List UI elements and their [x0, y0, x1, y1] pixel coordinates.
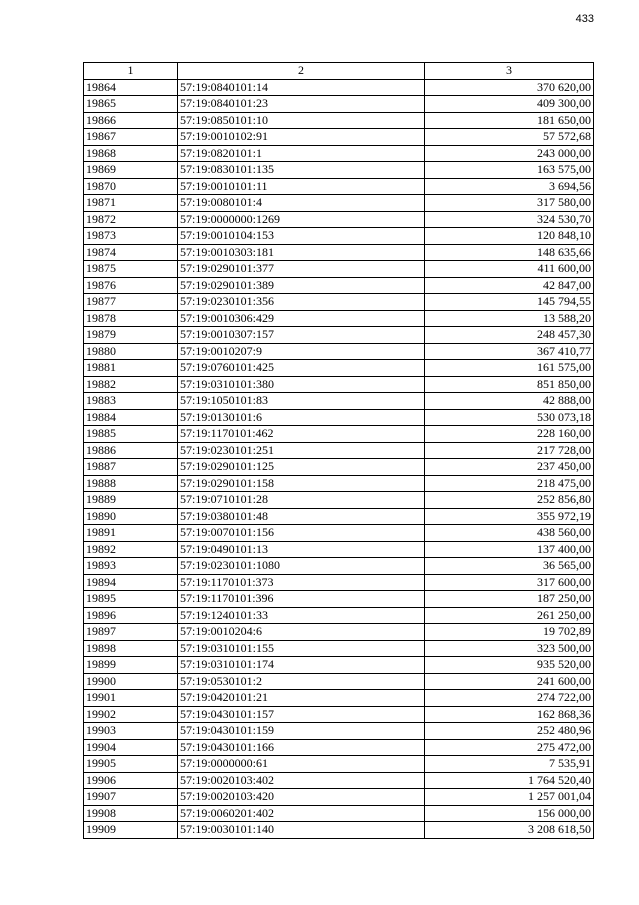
value-cell: 261 250,00 — [425, 607, 594, 624]
row-number-cell: 19905 — [84, 756, 178, 773]
cadastral-number-cell: 57:19:0760101:425 — [178, 360, 425, 377]
cadastral-number-cell: 57:19:0530101:2 — [178, 673, 425, 690]
row-number-cell: 19882 — [84, 376, 178, 393]
value-cell: 252 856,80 — [425, 492, 594, 509]
row-number-cell: 19877 — [84, 294, 178, 311]
value-cell: 241 600,00 — [425, 673, 594, 690]
table-row — [84, 525, 594, 542]
cadastral-number-cell: 57:19:0130101:6 — [178, 409, 425, 426]
table-row — [84, 591, 594, 608]
row-number-cell: 19878 — [84, 310, 178, 327]
value-cell: 181 650,00 — [425, 112, 594, 129]
cadastral-number-cell: 57:19:0710101:28 — [178, 492, 425, 509]
cadastral-number-cell: 57:19:0080101:4 — [178, 195, 425, 212]
table-row — [84, 162, 594, 179]
value-cell: 120 848,10 — [425, 228, 594, 245]
row-number-cell: 19890 — [84, 508, 178, 525]
value-cell: 243 000,00 — [425, 145, 594, 162]
value-cell: 411 600,00 — [425, 261, 594, 278]
row-number-cell: 19884 — [84, 409, 178, 426]
row-number-cell: 19889 — [84, 492, 178, 509]
cadastral-number-cell: 57:19:0830101:135 — [178, 162, 425, 179]
table-row — [84, 657, 594, 674]
value-cell: 323 500,00 — [425, 640, 594, 657]
value-cell: 355 972,19 — [425, 508, 594, 525]
value-cell: 370 620,00 — [425, 79, 594, 96]
value-cell: 248 457,30 — [425, 327, 594, 344]
value-cell: 42 847,00 — [425, 277, 594, 294]
value-cell: 162 868,36 — [425, 706, 594, 723]
table-row — [84, 96, 594, 113]
table-row — [84, 211, 594, 228]
row-number-cell: 19894 — [84, 574, 178, 591]
cadastral-number-cell: 57:19:0290101:377 — [178, 261, 425, 278]
cadastral-number-cell: 57:19:0070101:156 — [178, 525, 425, 542]
header-row — [84, 63, 594, 80]
row-number-cell: 19906 — [84, 772, 178, 789]
value-cell: 148 635,66 — [425, 244, 594, 261]
cadastral-number-cell: 57:19:0010307:157 — [178, 327, 425, 344]
row-number-cell: 19874 — [84, 244, 178, 261]
cadastral-number-cell: 57:19:1240101:33 — [178, 607, 425, 624]
row-number-cell: 19892 — [84, 541, 178, 558]
table-row — [84, 475, 594, 492]
cadastral-number-cell: 57:19:0490101:13 — [178, 541, 425, 558]
table-row — [84, 624, 594, 641]
row-number-cell: 19901 — [84, 690, 178, 707]
table-row — [84, 508, 594, 525]
table-row — [84, 409, 594, 426]
value-cell: 228 160,00 — [425, 426, 594, 443]
cadastral-number-cell: 57:19:0380101:48 — [178, 508, 425, 525]
cadastral-number-cell: 57:19:0020103:420 — [178, 789, 425, 806]
table-row — [84, 690, 594, 707]
table-row — [84, 492, 594, 509]
cadastral-number-cell: 57:19:0010207:9 — [178, 343, 425, 360]
cadastral-number-cell: 57:19:0010306:429 — [178, 310, 425, 327]
row-number-cell: 19871 — [84, 195, 178, 212]
table-row — [84, 541, 594, 558]
row-number-cell: 19886 — [84, 442, 178, 459]
value-cell: 13 588,20 — [425, 310, 594, 327]
value-cell: 218 475,00 — [425, 475, 594, 492]
value-cell: 237 450,00 — [425, 459, 594, 476]
row-number-cell: 19908 — [84, 805, 178, 822]
row-number-cell: 19900 — [84, 673, 178, 690]
page-number: 433 — [575, 13, 594, 25]
cadastral-number-cell: 57:19:0010204:6 — [178, 624, 425, 641]
table-row — [84, 393, 594, 410]
table-row — [84, 723, 594, 740]
value-cell: 42 888,00 — [425, 393, 594, 410]
row-number-cell: 19893 — [84, 558, 178, 575]
table-row — [84, 145, 594, 162]
data-table — [83, 62, 594, 839]
table-row — [84, 310, 594, 327]
value-cell: 438 560,00 — [425, 525, 594, 542]
row-number-cell: 19872 — [84, 211, 178, 228]
value-cell: 3 208 618,50 — [425, 822, 594, 839]
cadastral-number-cell: 57:19:0290101:158 — [178, 475, 425, 492]
table-row — [84, 195, 594, 212]
value-cell: 156 000,00 — [425, 805, 594, 822]
cadastral-number-cell: 57:19:0310101:174 — [178, 657, 425, 674]
table-row — [84, 805, 594, 822]
row-number-cell: 19867 — [84, 129, 178, 146]
cadastral-number-cell: 57:19:0230101:251 — [178, 442, 425, 459]
table-row — [84, 178, 594, 195]
value-cell: 317 580,00 — [425, 195, 594, 212]
cadastral-number-cell: 57:19:1170101:462 — [178, 426, 425, 443]
row-number-cell: 19876 — [84, 277, 178, 294]
value-cell: 7 535,91 — [425, 756, 594, 773]
cadastral-number-cell: 57:19:0010102:91 — [178, 129, 425, 146]
value-cell: 935 520,00 — [425, 657, 594, 674]
table-row — [84, 327, 594, 344]
row-number-cell: 19866 — [84, 112, 178, 129]
row-number-cell: 19875 — [84, 261, 178, 278]
cadastral-number-cell: 57:19:0430101:166 — [178, 739, 425, 756]
cadastral-number-cell: 57:19:0310101:380 — [178, 376, 425, 393]
row-number-cell: 19885 — [84, 426, 178, 443]
table-row — [84, 294, 594, 311]
cadastral-number-cell: 57:19:0290101:389 — [178, 277, 425, 294]
value-cell: 3 694,56 — [425, 178, 594, 195]
cadastral-number-cell: 57:19:0430101:159 — [178, 723, 425, 740]
column-header-3: 3 — [425, 63, 594, 80]
row-number-cell: 19904 — [84, 739, 178, 756]
value-cell: 161 575,00 — [425, 360, 594, 377]
value-cell: 275 472,00 — [425, 739, 594, 756]
cadastral-number-cell: 57:19:0290101:125 — [178, 459, 425, 476]
row-number-cell: 19895 — [84, 591, 178, 608]
table-row — [84, 822, 594, 839]
value-cell: 19 702,89 — [425, 624, 594, 641]
cadastral-number-cell: 57:19:0020103:402 — [178, 772, 425, 789]
row-number-cell: 19902 — [84, 706, 178, 723]
row-number-cell: 19870 — [84, 178, 178, 195]
cadastral-number-cell: 57:19:0310101:155 — [178, 640, 425, 657]
table-row — [84, 343, 594, 360]
cadastral-number-cell: 57:19:0010104:153 — [178, 228, 425, 245]
cadastral-number-cell: 57:19:0000000:61 — [178, 756, 425, 773]
row-number-cell: 19891 — [84, 525, 178, 542]
table-row — [84, 772, 594, 789]
value-cell: 137 400,00 — [425, 541, 594, 558]
table-row — [84, 112, 594, 129]
table-row — [84, 706, 594, 723]
cadastral-number-cell: 57:19:1050101:83 — [178, 393, 425, 410]
row-number-cell: 19898 — [84, 640, 178, 657]
value-cell: 851 850,00 — [425, 376, 594, 393]
table-row — [84, 739, 594, 756]
row-number-cell: 19879 — [84, 327, 178, 344]
value-cell: 324 530,70 — [425, 211, 594, 228]
table-row — [84, 789, 594, 806]
table-row — [84, 426, 594, 443]
cadastral-number-cell: 57:19:0420101:21 — [178, 690, 425, 707]
cadastral-number-cell: 57:19:1170101:373 — [178, 574, 425, 591]
row-number-cell: 19864 — [84, 79, 178, 96]
value-cell: 317 600,00 — [425, 574, 594, 591]
table-row — [84, 79, 594, 96]
cadastral-number-cell: 57:19:0230101:1080 — [178, 558, 425, 575]
row-number-cell: 19868 — [84, 145, 178, 162]
row-number-cell: 19899 — [84, 657, 178, 674]
cadastral-number-cell: 57:19:0840101:14 — [178, 79, 425, 96]
table-row — [84, 261, 594, 278]
row-number-cell: 19880 — [84, 343, 178, 360]
table-body — [84, 79, 594, 838]
value-cell: 57 572,68 — [425, 129, 594, 146]
row-number-cell: 19897 — [84, 624, 178, 641]
value-cell: 163 575,00 — [425, 162, 594, 179]
table-row — [84, 640, 594, 657]
row-number-cell: 19881 — [84, 360, 178, 377]
column-header-2: 2 — [178, 63, 425, 80]
row-number-cell: 19883 — [84, 393, 178, 410]
table-row — [84, 558, 594, 575]
cadastral-number-cell: 57:19:0060201:402 — [178, 805, 425, 822]
value-cell: 274 722,00 — [425, 690, 594, 707]
value-cell: 409 300,00 — [425, 96, 594, 113]
table-row — [84, 442, 594, 459]
table-row — [84, 459, 594, 476]
cadastral-number-cell: 57:19:0000000:1269 — [178, 211, 425, 228]
table-row — [84, 607, 594, 624]
value-cell: 217 728,00 — [425, 442, 594, 459]
table-row — [84, 277, 594, 294]
cadastral-number-cell: 57:19:0010303:181 — [178, 244, 425, 261]
table-row — [84, 376, 594, 393]
table-row — [84, 673, 594, 690]
row-number-cell: 19865 — [84, 96, 178, 113]
cadastral-number-cell: 57:19:1170101:396 — [178, 591, 425, 608]
cadastral-number-cell: 57:19:0010101:11 — [178, 178, 425, 195]
value-cell: 252 480,96 — [425, 723, 594, 740]
cadastral-number-cell: 57:19:0030101:140 — [178, 822, 425, 839]
cadastral-number-cell: 57:19:0230101:356 — [178, 294, 425, 311]
row-number-cell: 19909 — [84, 822, 178, 839]
row-number-cell: 19907 — [84, 789, 178, 806]
cadastral-number-cell: 57:19:0820101:1 — [178, 145, 425, 162]
table-row — [84, 360, 594, 377]
table-row — [84, 756, 594, 773]
row-number-cell: 19888 — [84, 475, 178, 492]
table-row — [84, 228, 594, 245]
column-header-1: 1 — [84, 63, 178, 80]
value-cell: 187 250,00 — [425, 591, 594, 608]
value-cell: 367 410,77 — [425, 343, 594, 360]
value-cell: 1 257 001,04 — [425, 789, 594, 806]
table-row — [84, 129, 594, 146]
row-number-cell: 19873 — [84, 228, 178, 245]
value-cell: 36 565,00 — [425, 558, 594, 575]
cadastral-number-cell: 57:19:0430101:157 — [178, 706, 425, 723]
cadastral-number-cell: 57:19:0840101:23 — [178, 96, 425, 113]
value-cell: 530 073,18 — [425, 409, 594, 426]
row-number-cell: 19896 — [84, 607, 178, 624]
row-number-cell: 19903 — [84, 723, 178, 740]
row-number-cell: 19869 — [84, 162, 178, 179]
cadastral-number-cell: 57:19:0850101:10 — [178, 112, 425, 129]
table-row — [84, 574, 594, 591]
value-cell: 145 794,55 — [425, 294, 594, 311]
value-cell: 1 764 520,40 — [425, 772, 594, 789]
row-number-cell: 19887 — [84, 459, 178, 476]
table-row — [84, 244, 594, 261]
